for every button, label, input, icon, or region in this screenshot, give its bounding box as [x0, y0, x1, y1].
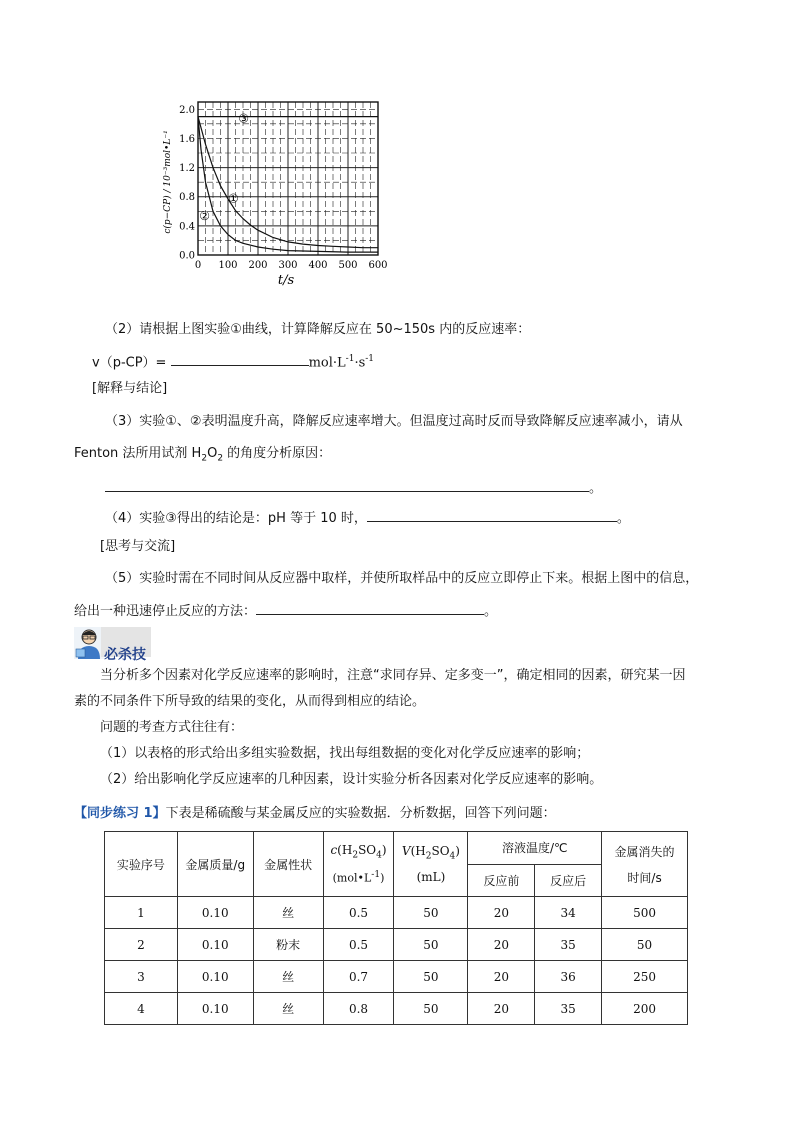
series-label: ①: [228, 191, 239, 206]
table-row: [105, 929, 688, 961]
table-header-row: [105, 832, 688, 865]
rate-unit-exp2: -1: [365, 354, 375, 364]
cell-mass: 0.10: [177, 897, 253, 929]
y-tick-label: 0.8: [179, 192, 195, 204]
header-shape: 金属性状: [253, 832, 323, 897]
cell-c: 0.8: [323, 993, 394, 1025]
q3-text-c: 的角度分析原因：: [223, 446, 332, 461]
cell-v: 50: [394, 993, 468, 1025]
x-tick-label: 100: [218, 260, 238, 271]
rate-unit-mid: ·s: [354, 355, 366, 371]
question-3-answer: [105, 477, 602, 499]
cell-after: 35: [535, 929, 602, 961]
cell-after: 36: [535, 961, 602, 993]
cell-shape: 丝: [253, 897, 323, 929]
hc-sub: 2: [352, 850, 359, 861]
hc-unit-end: ): [380, 871, 385, 885]
y-axis-label: c(p−CP) / 10⁻³mol•L⁻¹: [163, 130, 173, 234]
cell-c: 0.5: [323, 897, 394, 929]
rate-unit: mol·L: [308, 355, 346, 371]
concentration-time-chart: [158, 98, 394, 292]
y-tick-label: 2.0: [179, 104, 195, 116]
y-tick-label: 1.6: [179, 133, 195, 145]
cell-after: 35: [535, 993, 602, 1025]
q5-answer-blank[interactable]: [256, 600, 484, 615]
table-row: [105, 993, 688, 1025]
hv-unit: (mL): [416, 870, 446, 885]
tips-p2: 问题的考查方式往往有：: [100, 720, 244, 735]
header-concentration: $c(H_2SO_4)$ $(mol•L^{-1})$: [323, 832, 394, 897]
header-temperature: 溶液温度/℃: [468, 832, 602, 865]
hc-mid: SO: [358, 843, 377, 858]
series-label: ③: [238, 111, 249, 126]
cell-seq: 1: [105, 897, 178, 929]
table-body: [105, 897, 688, 1025]
cell-before: 20: [468, 961, 535, 993]
header-volume: $V(H_2SO_4)$ (mL): [394, 832, 468, 897]
table-row: [105, 897, 688, 929]
rate-answer-blank[interactable]: [171, 351, 309, 366]
question-4: [105, 507, 630, 529]
x-tick-label: 300: [278, 260, 298, 271]
cell-shape: 丝: [253, 961, 323, 993]
tips-p4: （2）给出影响化学反应速率的几种因素，设计实验分析各因素对化学反应速率的影响。: [100, 772, 603, 787]
cell-seq: 2: [105, 929, 178, 961]
x-tick-label: 500: [338, 260, 358, 271]
cell-after: 34: [535, 897, 602, 929]
q3-sub2: 2: [217, 453, 224, 464]
x-tick-label: 200: [248, 260, 268, 271]
question-3-line2: [74, 444, 331, 469]
cell-before: 20: [468, 993, 535, 1025]
exercise-intro: [74, 804, 556, 824]
cell-shape: 丝: [253, 993, 323, 1025]
cell-time: 250: [602, 961, 688, 993]
question-3-line1: （3）实验①、②表明温度升高，降解反应速率增大。但温度过高时反而导致降解反应速率减小，请从: [105, 414, 683, 429]
cell-before: 20: [468, 897, 535, 929]
q5-text: 给出一种迅速停止反应的方法：: [74, 604, 257, 619]
q5-end: 。: [484, 604, 498, 619]
rate-unit-exp1: -1: [345, 354, 355, 364]
hv-mid: SO: [431, 843, 450, 858]
hc-unit-sup: -1: [371, 869, 381, 880]
y-tick-label: 0.4: [179, 221, 195, 233]
y-tick-label: 1.2: [179, 163, 195, 175]
cell-time: 50: [602, 929, 688, 961]
section-explain: [解释与结论]: [92, 381, 168, 396]
bishaji-title: 必杀技: [104, 647, 146, 663]
q3-sub1: 2: [201, 453, 208, 464]
x-tick-label: 0: [194, 260, 202, 271]
question-2: [105, 320, 530, 340]
cell-mass: 0.10: [177, 961, 253, 993]
cell-mass: 0.10: [177, 993, 253, 1025]
hv-sub2: 4: [449, 851, 456, 862]
exercise-text: 下表是稀硫酸与某金属反应的实验数据．分析数据，回答下列问题：: [165, 806, 556, 821]
cell-time: 200: [602, 993, 688, 1025]
question-5-line2: [74, 600, 497, 622]
hv-end: ): [455, 843, 460, 858]
cell-time: 500: [602, 897, 688, 929]
hc-end: ): [381, 843, 387, 858]
tips-p1a: 当分析多个因素对化学反应速率的影响时，注意“求同存异、定多变一”，确定相同的因素，研究某一因: [100, 668, 686, 683]
header-time-2: 时间/s: [627, 870, 662, 885]
cell-mass: 0.10: [177, 929, 253, 961]
q4-text: （4）实验③得出的结论是：pH 等于 10 时，: [105, 511, 367, 526]
header-mass: 金属质量/g: [177, 832, 253, 897]
experiment-table: [104, 831, 688, 1025]
cell-v: 50: [394, 897, 468, 929]
cell-c: 0.5: [323, 929, 394, 961]
header-time: [602, 832, 688, 897]
q3-answer-blank[interactable]: [105, 477, 589, 492]
x-tick-label: 400: [308, 260, 328, 271]
series-label: ②: [199, 209, 210, 224]
q3-text-b: O: [207, 446, 218, 461]
header-before: 反应前: [468, 864, 535, 897]
cell-seq: 3: [105, 961, 178, 993]
cell-before: 20: [468, 929, 535, 961]
table-row: [105, 961, 688, 993]
cell-v: 50: [394, 929, 468, 961]
chart-grid: [198, 102, 378, 255]
cell-v: 50: [394, 961, 468, 993]
tips-p1b: 素的不同条件下所导致的结果的变化，从而得到相应的结论。: [74, 694, 426, 709]
x-tick-label: 600: [368, 260, 388, 271]
header-time-1: 金属消失的: [614, 844, 675, 859]
question-2-formula: [92, 349, 374, 373]
tips-p3: （1）以表格的形式给出多组实验数据，找出每组数据的变化对化学反应速率的影响；: [100, 746, 590, 761]
hv-sub: 2: [425, 851, 432, 862]
header-after: 反应后: [535, 864, 602, 897]
exercise-tag: 【同步练习 1】: [74, 806, 166, 821]
header-seq: 实验序号: [105, 832, 178, 897]
q3-end: 。: [589, 481, 603, 496]
y-tick-label: 0.0: [179, 250, 195, 262]
cell-c: 0.7: [323, 961, 394, 993]
q4-answer-blank[interactable]: [367, 507, 617, 522]
question-5-line1: （5）实验时需在不同时间从反应器中取样，并使所取样品中的反应立即停止下来。根据上图中的信息，: [105, 571, 699, 586]
x-axis-label: t/s: [277, 273, 295, 288]
cell-seq: 4: [105, 993, 178, 1025]
chart-ticks: [179, 105, 387, 271]
hc-unit: (mol•L: [332, 871, 372, 885]
rate-lhs: v（p-CP）=: [92, 355, 167, 371]
q4-end: 。: [616, 511, 630, 526]
section-think: [思考与交流]: [100, 539, 176, 554]
student-avatar-icon: [74, 627, 104, 659]
q3-text-a: Fenton 法所用试剂 H: [74, 446, 202, 461]
cell-shape: 粉末: [253, 929, 323, 961]
question-2-text: （2）请根据上图实验①曲线，计算降解反应在 50~150s 内的反应速率：: [105, 322, 531, 337]
hc-sub2: 4: [376, 850, 382, 861]
